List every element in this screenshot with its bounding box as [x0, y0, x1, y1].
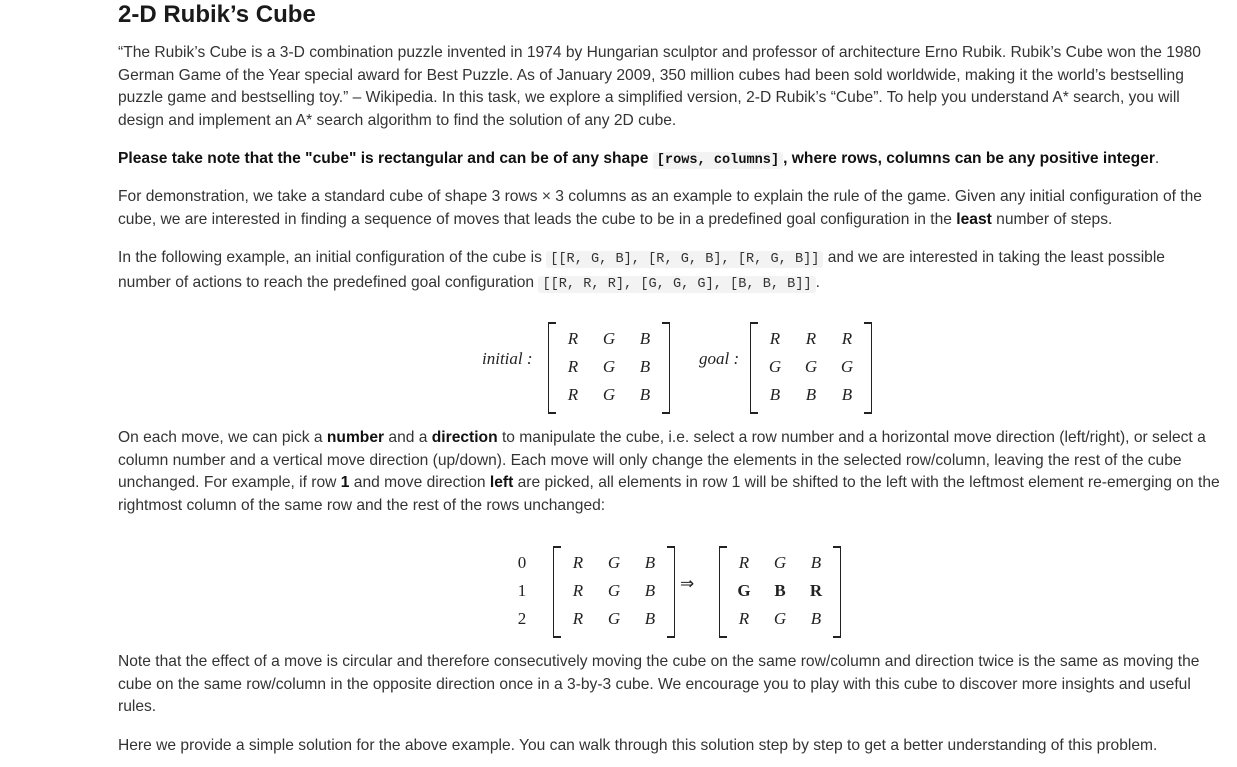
after-cell: R [738, 553, 750, 572]
initial-label: initial : [482, 349, 533, 368]
goal-config-code: [[R, R, R], [G, G, G], [B, B, B]] [538, 276, 815, 293]
before-cell: B [644, 609, 656, 628]
example-paragraph [118, 247, 1222, 296]
row-index-label: 0 [517, 553, 527, 572]
initial-cell: G [602, 385, 616, 404]
implies-arrow: ⇒ [680, 574, 695, 594]
initial-brackets [548, 322, 670, 414]
after-cell: G [737, 581, 751, 600]
goal-cell: B [805, 385, 817, 404]
circular-note-paragraph: Note that the effect of a move is circular and therefore consecutively moving the cube on the same row/column and direction twice is the same as moving the cube on the same row/column in the opposite direction once in a 3-by-3 cube. We encourage you to play with this cube to discover more insights and useful rules. [118, 653, 1200, 715]
shape-note-paragraph [118, 148, 1222, 173]
initial-cell: R [567, 357, 579, 376]
move-strong-number: number [326, 429, 385, 446]
before-cell: B [644, 581, 656, 600]
example-text-2: and we are interested in taking the least possible number of actions to reach the predefined goal configuration [118, 249, 1165, 291]
row-index-label: 1 [517, 581, 527, 600]
initial-bracket-tick [549, 412, 556, 414]
initial-cell: G [602, 329, 616, 348]
move-text-5: are picked, all elements in row 1 will be shifted to the left with the leftmost element re-emerging on the rightmost column of the same row and the rest of the rows unchanged: [118, 474, 1220, 514]
page-title: 2-D Rubik’s Cube [118, 1, 316, 28]
shape-code: [rows, columns] [653, 152, 783, 169]
before-cell: R [572, 581, 584, 600]
after-cell: R [809, 581, 823, 600]
initial-cell: R [567, 385, 579, 404]
after-bracket-tick [833, 546, 840, 548]
after-bracket-tick [720, 636, 727, 638]
goal-cell: B [769, 385, 781, 404]
move-text-1: On each move, we can pick a [118, 429, 327, 446]
goal-cell: R [841, 329, 853, 348]
move-text-4: and move direction [349, 474, 490, 491]
after-cell: B [774, 581, 786, 600]
demo-text-1: For demonstration, we take a standard cube of shape 3 rows × 3 columns as an example to explain the rule of the game. Given any initial configuration of the cube, we are interested in finding a sequence of moves that leads the cube to be in a predefined goal configuration in the [118, 188, 1202, 228]
goal-bracket-tick [864, 412, 871, 414]
intro-paragraph: “The Rubik’s Cube is a 3-D combination puzzle invented in 1974 by Hungarian sculptor and professor of architecture Erno Rubik. Rubik’s Cube won the 1980 German Game of the Year special award for Best Puzzle. As of January 2009, 350 million cubes had been sold worldwide, making it the world’s bestselling puzzle game and bestselling toy.” – Wikipedia. In this task, we explore a simplified version, 2-D Rubik’s “Cube”. To help you understand A* search, you will design and implement an A* search algorithm to find the solution of any 2D cube. [118, 44, 1201, 129]
before-brackets [553, 546, 675, 638]
demo-strong: least [956, 210, 992, 228]
before-cell: R [572, 609, 584, 628]
goal-cell: G [840, 357, 854, 376]
goal-label: goal : [699, 349, 740, 368]
after-cell: B [810, 553, 822, 572]
shape-note-end: . [1154, 150, 1160, 167]
before-cell: R [572, 553, 584, 572]
goal-cell: B [841, 385, 853, 404]
before-cell: G [607, 553, 621, 572]
before-bracket-tick [554, 546, 561, 548]
goal-bracket-tick [864, 322, 871, 324]
after-brackets [719, 546, 841, 638]
after-cell: G [773, 553, 787, 572]
move-strong-left: left [489, 474, 514, 491]
move-strong-row: 1 [340, 474, 350, 491]
before-bracket-tick [667, 546, 674, 548]
example-end: . [815, 273, 820, 291]
initial-cell: R [567, 329, 579, 348]
move-text-2: and a [384, 429, 432, 446]
after-cell: R [738, 609, 750, 628]
initial-config-code: [[R, G, B], [R, G, B], [R, G, B]] [546, 251, 823, 268]
initial-cell: B [639, 357, 651, 376]
example-text-1: In the following example, an initial configuration of the cube is [118, 249, 547, 266]
initial-cell: B [639, 329, 651, 348]
before-cell: G [607, 609, 621, 628]
before-bracket-tick [667, 636, 674, 638]
shape-note-lead: Please take note that the "cube" is rectangular and can be of any shape [118, 150, 653, 167]
demo-paragraph [118, 186, 1222, 231]
move-strong-direction: direction [431, 429, 498, 446]
goal-cell: R [805, 329, 817, 348]
initial-cell: B [639, 385, 651, 404]
before-bracket-tick [554, 636, 561, 638]
before-cell: B [644, 553, 656, 572]
initial-bracket-tick [662, 412, 669, 414]
goal-bracket-tick [751, 412, 758, 414]
move-text-3: to manipulate the cube, i.e. select a row number and a horizontal move direction (left/right), or select a column number and a vertical move direction (up/down). Each move will only change the elements in the selected row/column, leaving the rest of the cube unchanged. For example, if row [118, 429, 1206, 491]
initial-bracket-tick [662, 322, 669, 324]
goal-brackets [750, 322, 872, 414]
shape-note-tail: , where rows, columns can be any positive integer [783, 150, 1155, 167]
after-cell: B [810, 609, 822, 628]
goal-bracket-tick [751, 322, 758, 324]
goal-cell: G [768, 357, 782, 376]
goal-cell: R [769, 329, 781, 348]
initial-cell: G [602, 357, 616, 376]
after-bracket-tick [833, 636, 840, 638]
solution-intro-paragraph: Here we provide a simple solution for the above example. You can walk through this solution step by step to get a better understanding of this problem. [118, 737, 1158, 754]
before-cell: G [607, 581, 621, 600]
after-bracket-tick [720, 546, 727, 548]
goal-cell: G [804, 357, 818, 376]
after-cell: G [773, 609, 787, 628]
row-index-label: 2 [517, 609, 527, 628]
move-paragraph [118, 427, 1222, 517]
demo-text-2: number of steps. [991, 210, 1113, 228]
initial-bracket-tick [549, 322, 556, 324]
